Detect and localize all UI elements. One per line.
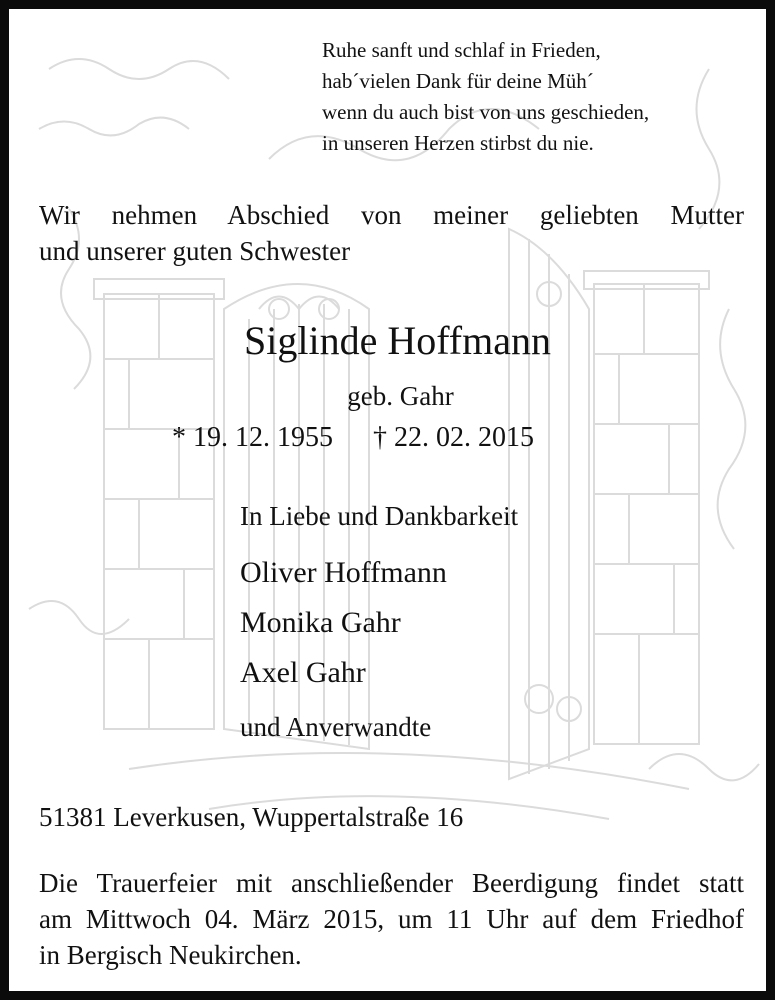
service-line: Die Trauerfeier mit anschließender Beerdigung findet statt xyxy=(39,868,744,898)
funeral-service-info xyxy=(39,865,744,973)
family-address: 51381 Leverkusen, Wuppertalstraße 16 xyxy=(39,802,464,832)
mourner-name: Monika Gahr xyxy=(240,606,401,639)
death-symbol: † xyxy=(373,422,387,453)
intro-line: Wir nehmen Abschied von meiner geliebten Mutter xyxy=(39,200,744,230)
mourners-closing: und Anverwandte xyxy=(240,712,432,742)
service-line: in Bergisch Neukirchen. xyxy=(39,940,302,970)
poem-line: wenn du auch bist von uns geschieden, xyxy=(322,100,650,124)
mourner-name: Oliver Hoffmann xyxy=(240,556,447,589)
intro-line: und unserer guten Schwester xyxy=(39,236,351,266)
poem-line: hab´vielen Dank für deine Müh´ xyxy=(322,69,594,93)
poem-line: in unseren Herzen stirbst du nie. xyxy=(322,131,594,155)
death-date: 22. 02. 2015 xyxy=(394,422,534,453)
poem-line: Ruhe sanft und schlaf in Frieden, xyxy=(322,38,601,62)
farewell-intro xyxy=(39,197,744,269)
birth-symbol: * xyxy=(172,422,186,453)
mourner-name: Axel Gahr xyxy=(240,656,366,689)
service-line: am Mittwoch 04. März 2015, um 11 Uhr auf dem Friedhof xyxy=(39,904,744,934)
deceased-name: Siglinde Hoffmann xyxy=(243,318,551,363)
maiden-name: geb. Gahr xyxy=(347,381,454,411)
life-dates xyxy=(172,424,534,452)
poem xyxy=(322,35,649,159)
birth-date: 19. 12. 1955 xyxy=(193,422,333,453)
mourners-heading: In Liebe und Dankbarkeit xyxy=(240,501,519,531)
